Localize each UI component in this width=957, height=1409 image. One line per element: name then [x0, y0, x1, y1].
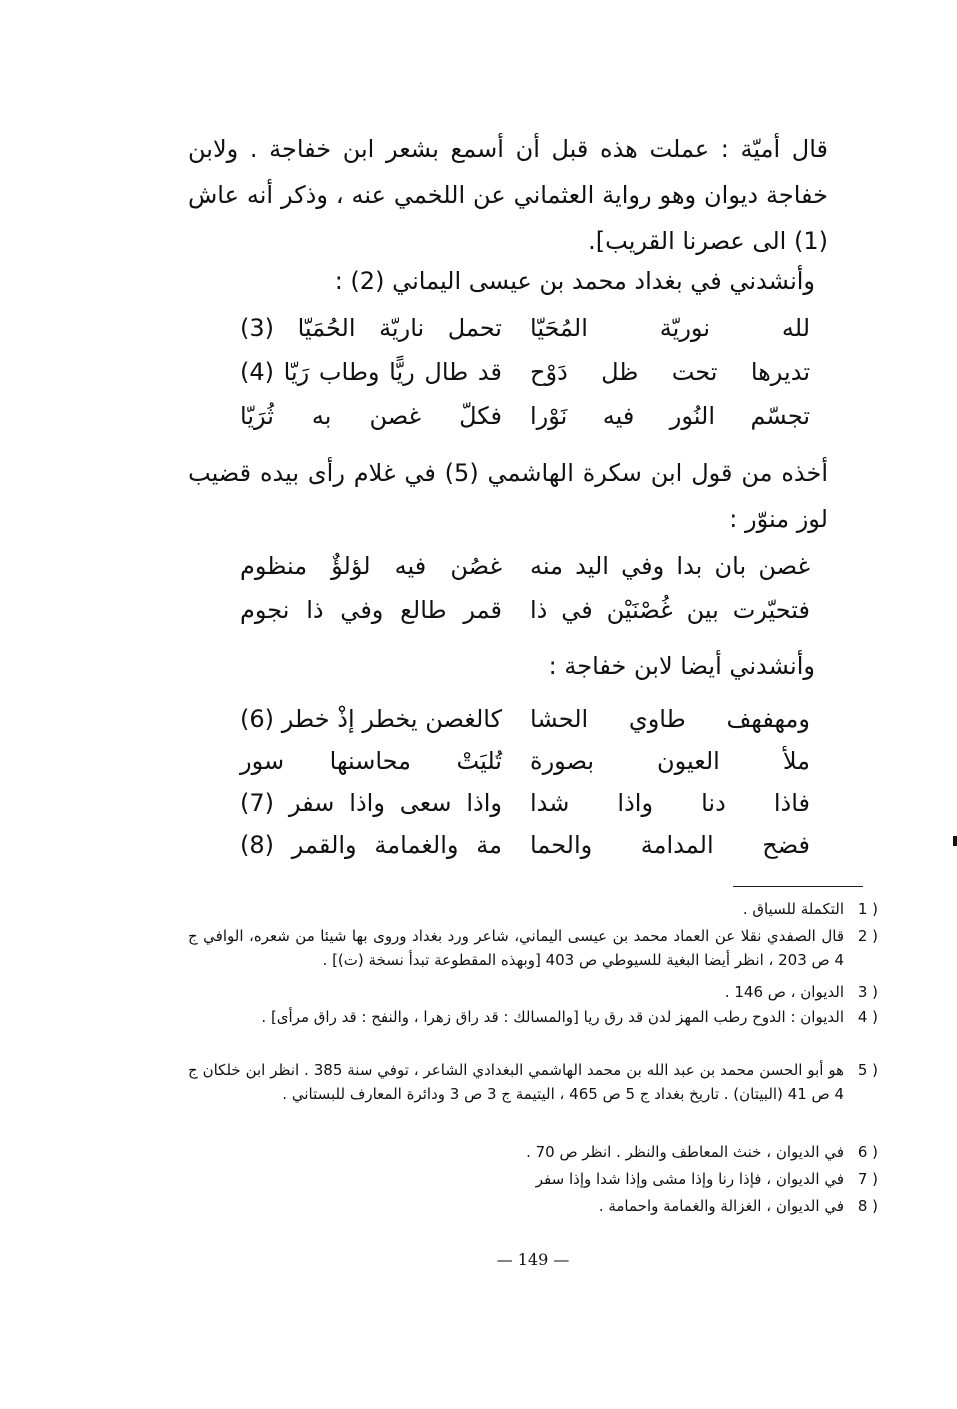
verse-row	[240, 596, 810, 636]
footnote-text: التكملة للسياق .	[742, 900, 844, 918]
margin-mark	[953, 836, 957, 846]
verse-second-hemistich: واذا سعى واذا سفر (7)	[240, 789, 502, 817]
verse-second-hemistich: قد طال ريًّا وطاب رَيّا (4)	[240, 358, 502, 386]
footnote	[188, 1058, 878, 1106]
footnote-number: 5 )	[857, 1061, 878, 1079]
verse-first-hemistich: لله نوريّة المُحَيّا	[530, 314, 810, 342]
footnote-text: الديوان : الدوح رطب المهز لدن قد رق ريا [والمسالك : قد راق زهرا ، والنفح : قد راق مرأى] .	[261, 1008, 844, 1026]
attribution-paragraph: أخذه من قول ابن سكرة الهاشمي (5) في غلام رأى بيده قضيب لوز منوّر :	[188, 459, 828, 533]
footnote	[188, 924, 878, 972]
verse-first-hemistich: فضح المدامة والحما	[530, 831, 810, 859]
verse-first-hemistich: غصن بان بدا وفي اليد منه	[530, 552, 810, 580]
verse-second-hemistich: مة والغمامة والقمر (8)	[240, 831, 502, 859]
verse-row	[240, 402, 810, 442]
verse-second-hemistich: تحمل ناريّة الحُمَيّا (3)	[240, 314, 502, 342]
footnote-text: في الديوان ، خنث المعاطف والنظر . انظر ص 70 .	[526, 1143, 844, 1161]
verse-first-hemistich: تديرها تحت ظل دَوْح	[530, 358, 810, 386]
verse-row	[240, 552, 810, 592]
verse-row	[240, 747, 810, 787]
page-number: — 149 —	[496, 1250, 570, 1269]
footnote-number: 4 )	[857, 1008, 878, 1026]
footnote	[188, 980, 878, 1004]
verse-row	[240, 831, 810, 871]
footnote	[188, 897, 878, 921]
opening-paragraph: قال أميّة : عملت هذه قبل أن أسمع بشعر ابن خفاجة . ولابن خفاجة ديوان وهو رواية العثماني عن اللخمي عنه ، وذكر أنه عاش (1) الى عصرنا القريب].	[188, 135, 828, 255]
footnote	[188, 1194, 878, 1218]
verse-second-hemistich: غصُن فيه لؤلؤٌ منظوم	[240, 552, 502, 580]
footnote-text: هو أبو الحسن محمد بن عبد الله بن محمد الهاشمي البغدادي الشاعر ، توفي سنة 385 . انظر ابن خلكان ج 4 ص 41 (البيتان) . تاريخ بغداد ج 5 ص 465 ، اليتيمة ج 3 ص 3 ودائرة المعارف للبستاني .	[188, 1061, 845, 1103]
verse-second-hemistich: قمر طالع وفي ذا نجوم	[240, 596, 502, 624]
footnote-number: 6 )	[857, 1143, 878, 1161]
footnote	[188, 1005, 878, 1029]
verse-second-hemistich: تُليَتْ محاسنها سور	[240, 747, 502, 775]
footnote-text: الديوان ، ص 146 .	[724, 983, 844, 1001]
verse-first-hemistich: فتحيّرت بين غُصْنَيْن في ذا	[530, 596, 810, 624]
footnote-number: 2 )	[857, 927, 878, 945]
verse-first-hemistich: ملأ العيون بصورة	[530, 747, 810, 775]
footnote-number: 7 )	[857, 1170, 878, 1188]
verse-first-hemistich: ومهفهف طاوي الحشا	[530, 705, 810, 733]
verse-second-hemistich: فكلّ غصن به ثُرَيّا	[240, 402, 502, 430]
footnote-separator	[733, 886, 863, 887]
footnote-text: قال الصفدي نقلا عن العماد محمد بن عيسى اليماني، شاعر ورد بغداد وروى بها شيئا من شعره، الوافي ج 4 ص 203 ، انظر أيضا البغية للسيوطي ص 403 [وبهذه المقطوعة تبدأ نسخة (ت)] .	[188, 927, 844, 969]
intro-line-1: وأنشدني في بغداد محمد بن عيسى اليماني (2) :	[334, 267, 815, 295]
footnote-number: 3 )	[857, 983, 878, 1001]
intro-line-2: وأنشدني أيضا لابن خفاجة :	[548, 652, 815, 680]
footnote-text: في الديوان ، فإذا رنا وإذا مشى وإذا شدا وإذا سفر	[535, 1170, 844, 1188]
verse-first-hemistich: فاذا دنا واذا شدا	[530, 789, 810, 817]
verse-row	[240, 705, 810, 745]
verse-row	[240, 789, 810, 829]
verse-second-hemistich: كالغصن يخطر إذْ خطر (6)	[240, 705, 502, 733]
verse-row	[240, 358, 810, 398]
footnote-number: 1 )	[857, 900, 878, 918]
verse-first-hemistich: تجسّم النُور فيه نَوْرا	[530, 402, 810, 430]
footnote-number: 8 )	[857, 1197, 878, 1215]
footnote	[188, 1167, 878, 1191]
verse-row	[240, 314, 810, 354]
footnote	[188, 1140, 878, 1164]
footnote-text: في الديوان ، الغزالة والغمامة واحمامة .	[598, 1197, 844, 1215]
